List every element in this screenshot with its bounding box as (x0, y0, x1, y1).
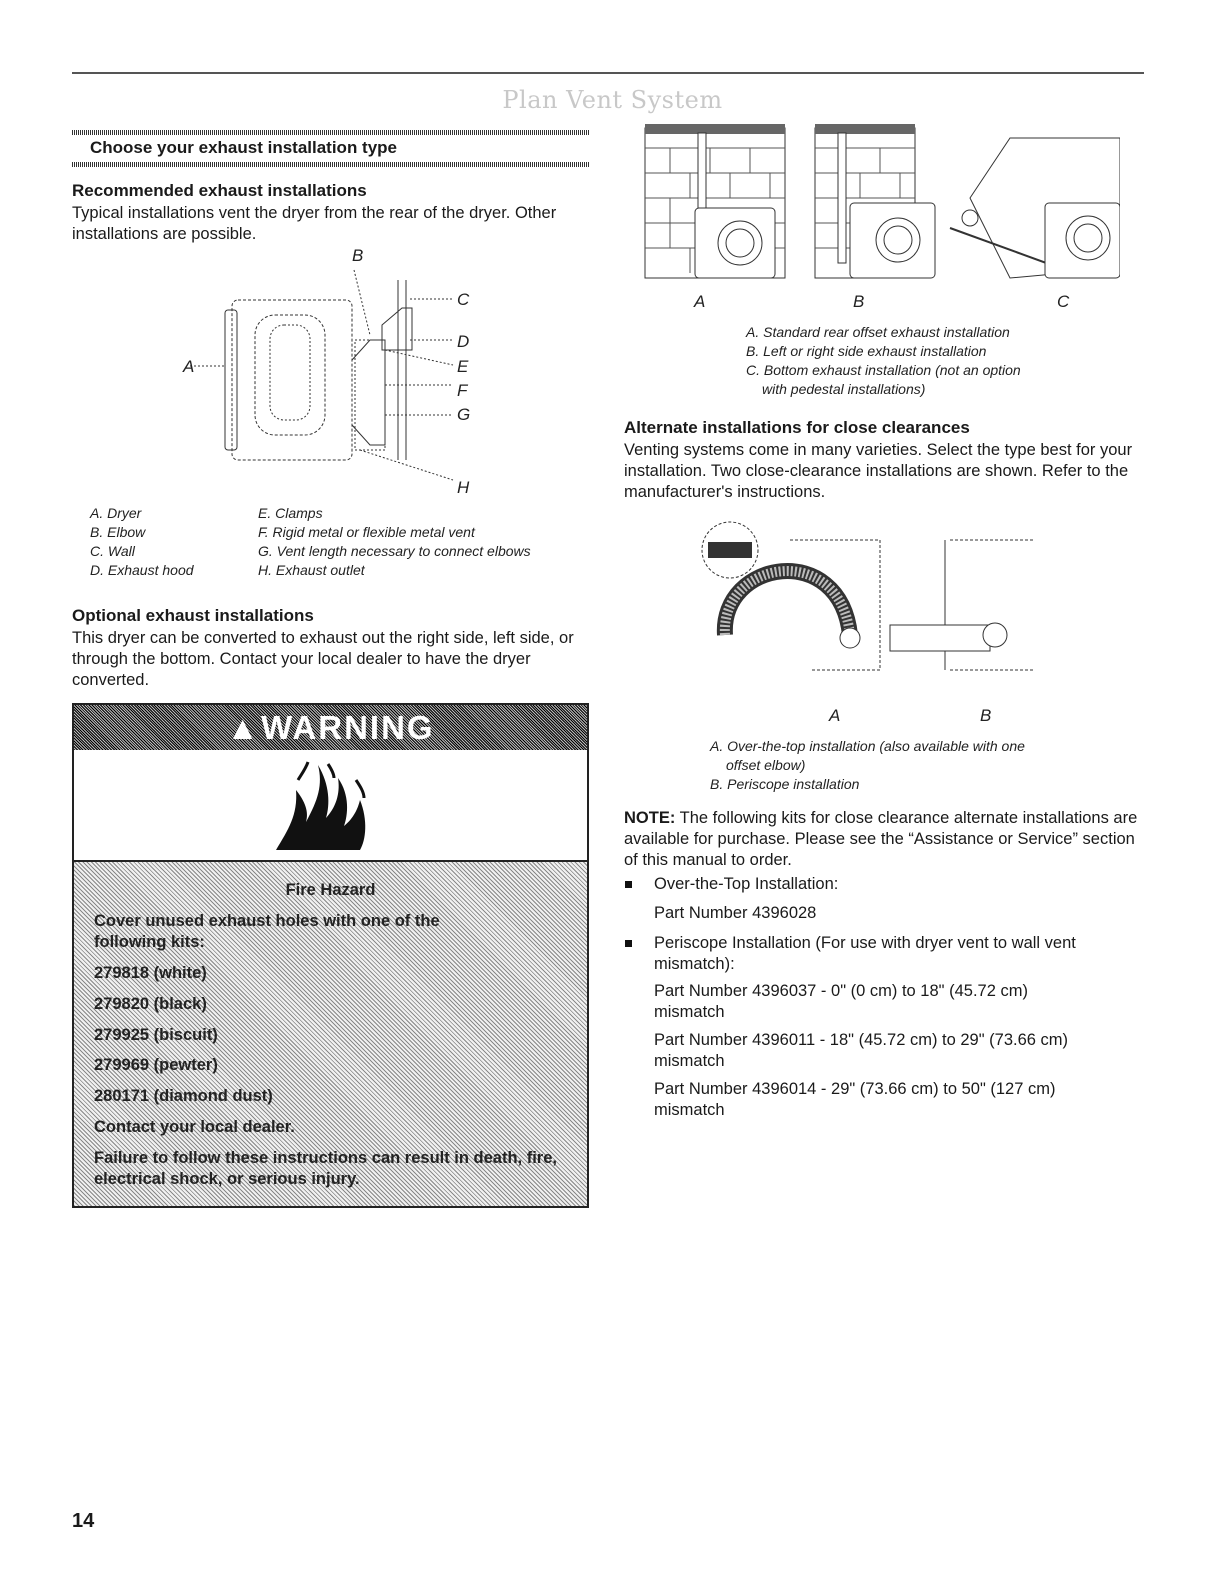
kit-item: 279818 (white) (94, 964, 207, 982)
label-c: C (457, 290, 470, 309)
hazard-title: Fire Hazard (285, 881, 376, 899)
label-h: H (457, 478, 470, 497)
fig-top-label-a: A (694, 292, 706, 311)
section-title: Choose your exhaust installation type (90, 138, 398, 157)
part-number: Part Number 4396037 - 0" (0 cm) to 18" (45.72 cm) mismatch (654, 982, 1028, 1021)
label-g: G (457, 405, 471, 424)
label-f: F (457, 381, 468, 400)
caption: B. Periscope installation (710, 776, 860, 792)
optional-title: Optional exhaust installations (72, 606, 314, 625)
alternate-text: Venting systems come in many varieties. Select the type best for your installation. Two close-clearance installations are shown. Refer to the manufacturer's instructions. (624, 441, 1133, 501)
fig-mid-label-b: B (980, 706, 992, 725)
kit-item: 279925 (biscuit) (94, 1026, 218, 1044)
part-number: Part Number 4396011 - 18" (45.72 cm) to 29" (73.66 cm) mismatch (654, 1031, 1069, 1070)
legend-item: E. Clamps (258, 505, 323, 521)
kit-item: 280171 (diamond dust) (94, 1087, 273, 1105)
section-rule-top (72, 130, 589, 135)
recommended-text: Typical installations vent the dryer from the rear of the dryer. Other installations are possible. (72, 204, 557, 243)
caption: A. Standard rear offset exhaust installation (746, 324, 1010, 340)
legend-item: D. Exhaust hood (90, 562, 194, 578)
kit-item: 279969 (pewter) (94, 1056, 218, 1074)
warning-triangle-icon: ▲ (226, 709, 262, 746)
legend-item: C. Wall (90, 543, 135, 559)
label-d: D (457, 332, 470, 351)
warning-failure: Failure to follow these instructions can result in death, fire, electrical shock, or serious injury. (94, 1149, 557, 1188)
fire-icon (268, 760, 388, 855)
note-paragraph (624, 808, 1144, 871)
caption: B. Left or right side exhaust installation (746, 343, 987, 359)
warning-intro: Cover unused exhaust holes with one of the following kits: (94, 912, 440, 951)
fig-mid-label-a: A (829, 706, 841, 725)
label-b: B (352, 246, 364, 265)
top-captions (746, 323, 1126, 399)
caption: offset elbow) (726, 757, 806, 773)
bullet-icon (625, 940, 632, 947)
bullet-title: Over-the-Top Installation: (654, 875, 839, 893)
legend-col2 (258, 504, 531, 580)
label-a: A (183, 357, 195, 376)
fig-top-label-b: B (853, 292, 865, 311)
kit-item: 279820 (black) (94, 995, 207, 1013)
warning-contact: Contact your local dealer. (94, 1118, 295, 1136)
page-number: 14 (72, 1510, 95, 1532)
dryer-vent-diagram (170, 240, 490, 500)
part-number: Part Number 4396014 - 29" (73.66 cm) to 50" (127 cm) mismatch (654, 1080, 1056, 1119)
close-clearance-figure (690, 520, 1050, 700)
note-text: The following kits for close clearance alternate installations are available for purchase. Please see the “Assistance or Service” section of this manual to order. (624, 809, 1138, 869)
fig-top-label-c: C (1057, 292, 1070, 311)
alternate-title: Alternate installations for close clearances (624, 418, 970, 437)
legend-item: B. Elbow (90, 524, 146, 540)
part-number: Part Number 4396028 (654, 904, 817, 922)
warning-header: ▲WARNING (226, 709, 435, 746)
legend-item: A. Dryer (90, 505, 142, 521)
legend-item: G. Vent length necessary to connect elbows (258, 543, 531, 559)
page-title: Plan Vent System (502, 86, 723, 114)
optional-text: This dryer can be converted to exhaust out the right side, left side, or through the bottom. Contact your local dealer to have the dryer converted. (72, 629, 574, 689)
caption: A. Over-the-top installation (also available with one (710, 738, 1025, 754)
section-rule-bottom (72, 162, 589, 167)
legend-item: H. Exhaust outlet (258, 562, 365, 578)
top-rule (72, 72, 1144, 74)
exhaust-installations-figure (640, 118, 1120, 288)
bullet-icon (625, 881, 632, 888)
caption: with pedestal installations) (762, 381, 926, 397)
mid-captions (710, 737, 1130, 794)
bullet-title: Periscope Installation (For use with dryer vent to wall vent mismatch): (654, 934, 1076, 973)
note-label: NOTE: (624, 809, 676, 827)
legend-item: F. Rigid metal or flexible metal vent (258, 524, 475, 540)
recommended-title: Recommended exhaust installations (72, 181, 367, 200)
legend-col1 (90, 504, 194, 580)
caption: C. Bottom exhaust installation (not an option (746, 362, 1021, 378)
label-e: E (457, 357, 469, 376)
